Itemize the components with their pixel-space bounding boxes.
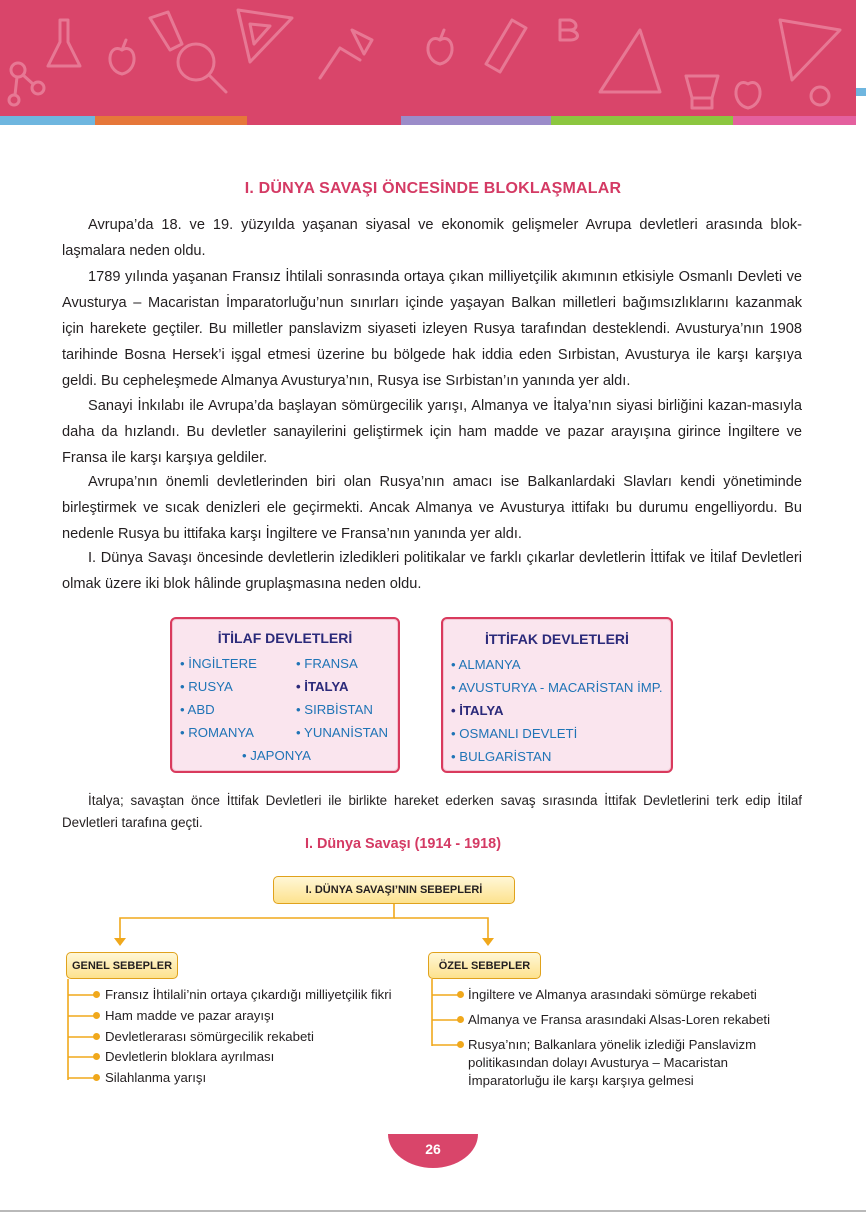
paragraph-4: Avrupa’nın önemli devletlerinden biri olan Rusya’nın amacı ise Balkanlardaki Slavları kendi yönetiminde birleştirmek ve sıcak denizleri ele geçirmekti. Ancak Almanya ve Avusturya ittifakı bu durumu engelliyordu. Bu nedenle Rusya bu ittifaka karşı İngiltere ve Fransa’nın yanında yer aldı. — [62, 474, 802, 542]
itilaf-item: • RUSYA — [180, 679, 233, 694]
ittifak-item: • ALMANYA — [451, 657, 521, 672]
bottom-divider — [0, 1210, 866, 1212]
bullet-icon — [457, 991, 464, 998]
ittifak-item-italya: • İTALYA — [451, 703, 504, 718]
page-number: 26 — [388, 1134, 478, 1168]
general-cause-item: Devletlerin bloklara ayrılması — [105, 1049, 275, 1064]
paragraph-3: Sanayi İnkılabı ile Avrupa’da başlayan sömürgecilik yarışı, Almanya ve İtalya’nın siyasi birliğini kazan-masıyla daha da hızlandı. Bu devletler sanayilerini geliştirmek için ham madde ve pazar arayışına girince İngiltere ve Fransa ile karşı karşıya geldiler. — [62, 398, 802, 466]
arrow-head-icon — [482, 938, 494, 946]
bullet-icon — [93, 1033, 100, 1040]
connector-general — [120, 904, 394, 940]
connector-special-branches — [432, 995, 460, 1045]
ittifak-item: • OSMANLI DEVLETİ — [451, 726, 578, 741]
itilaf-title: İTİLAF DEVLETLERİ — [217, 630, 353, 646]
arrow-head-icon — [114, 938, 126, 946]
itilaf-item: • İNGİLTERE — [180, 656, 257, 671]
itilaf-item: • YUNANİSTAN — [296, 725, 389, 740]
general-causes-box: GENEL SEBEPLER — [66, 952, 178, 979]
paragraph-2: 1789 yılında yaşanan Fransız İhtilali sonrasında ortaya çıkan milliyetçilik akımının etkisiyle Osmanlı Devleti ve Avusturya – Macaristan İmparatorluğu’nun sınırları içinde yaşayan Balkan milletleri bağımsızlıklarını kazanmak için harekete geçtiler. Bu milletler panslavizm siyaseti izleyen Rusya tarafından desteklendi. Avusturya’nın 1908 tarihinde Bosna Hersek’i işgal etmesi üzerine bu bölgede hak iddia eden Sırbistan, Avusturya ile karşı karşıya geldi. Bu cepheleşmede Almanya Avusturya’nın, Rusya ise Sırbistan’ın yanında yer aldı. — [62, 269, 802, 389]
bullet-icon — [93, 991, 100, 998]
itilaf-item: • ABD — [180, 702, 215, 717]
italya-note: İtalya; savaştan önce İttifak Devletleri ile birlikte hareket ederken savaş sırasında İttifak Devletlerini terk edip İtilaf Devletleri tarafına geçti. — [62, 793, 802, 830]
itilaf-item: • ROMANYA — [180, 725, 254, 740]
general-cause-item: Devletlerarası sömürgecilik rekabeti — [105, 1029, 314, 1044]
bullet-icon — [93, 1012, 100, 1019]
special-cause-item-line: politikasından dolayı Avusturya – Macaristan — [468, 1055, 728, 1070]
special-cause-item: Almanya ve Fransa arasındaki Alsas-Loren rekabeti — [468, 1012, 770, 1027]
general-cause-item: Silahlanma yarışı — [105, 1070, 207, 1085]
itilaf-item: • SIRBİSTAN — [296, 702, 373, 717]
special-causes-box: ÖZEL SEBEPLER — [428, 952, 541, 979]
general-cause-item: Fransız İhtilali’nin ortaya çıkardığı milliyetçilik fikri — [105, 987, 392, 1002]
ittifak-item: • BULGARİSTAN — [451, 749, 552, 764]
general-cause-item: Ham madde ve pazar arayışı — [105, 1008, 275, 1023]
diagram-subtitle: I. Dünya Savaşı (1914 - 1918) — [305, 836, 501, 852]
connector-special — [394, 918, 488, 940]
paragraph-1: Avrupa’da 18. ve 19. yüzyılda yaşanan siyasal ve ekonomik gelişmeler Avrupa devletleri arasında blok-laşmalara neden oldu. — [62, 217, 802, 259]
bullet-icon — [93, 1074, 100, 1081]
bullet-icon — [93, 1053, 100, 1060]
bullet-icon — [457, 1041, 464, 1048]
itilaf-item: • JAPONYA — [242, 748, 311, 763]
paragraph-5: I. Dünya Savaşı öncesinde devletlerin izledikleri politikalar ve farklı çıkarlar devletlerin İttifak ve İtilaf Devletleri olmak üzere iki blok hâlinde gruplaşmasına neden oldu. — [62, 550, 802, 592]
bullet-icon — [457, 1016, 464, 1023]
special-cause-item: İngiltere ve Almanya arasındaki sömürge rekabeti — [468, 987, 757, 1002]
page-title: I. DÜNYA SAVAŞI ÖNCESİNDE BLOKLAŞMALAR — [244, 180, 622, 197]
ittifak-title: İTTİFAK DEVLETLERİ — [485, 631, 629, 647]
special-cause-item: Rusya’nın; Balkanlara yönelik izlediği Panslavizm — [468, 1037, 757, 1052]
itilaf-item: • FRANSA — [296, 656, 358, 671]
special-cause-item-line: İmparatorluğu ile karşı karşıya gelmesi — [468, 1073, 694, 1088]
ittifak-item: • AVUSTURYA - MACARİSTAN İMP. — [451, 680, 663, 695]
connector-general-branches — [68, 995, 96, 1078]
causes-root-box: I. DÜNYA SAVAŞI’NIN SEBEPLERİ — [273, 876, 515, 904]
itilaf-item-italya: • İTALYA — [296, 679, 349, 694]
